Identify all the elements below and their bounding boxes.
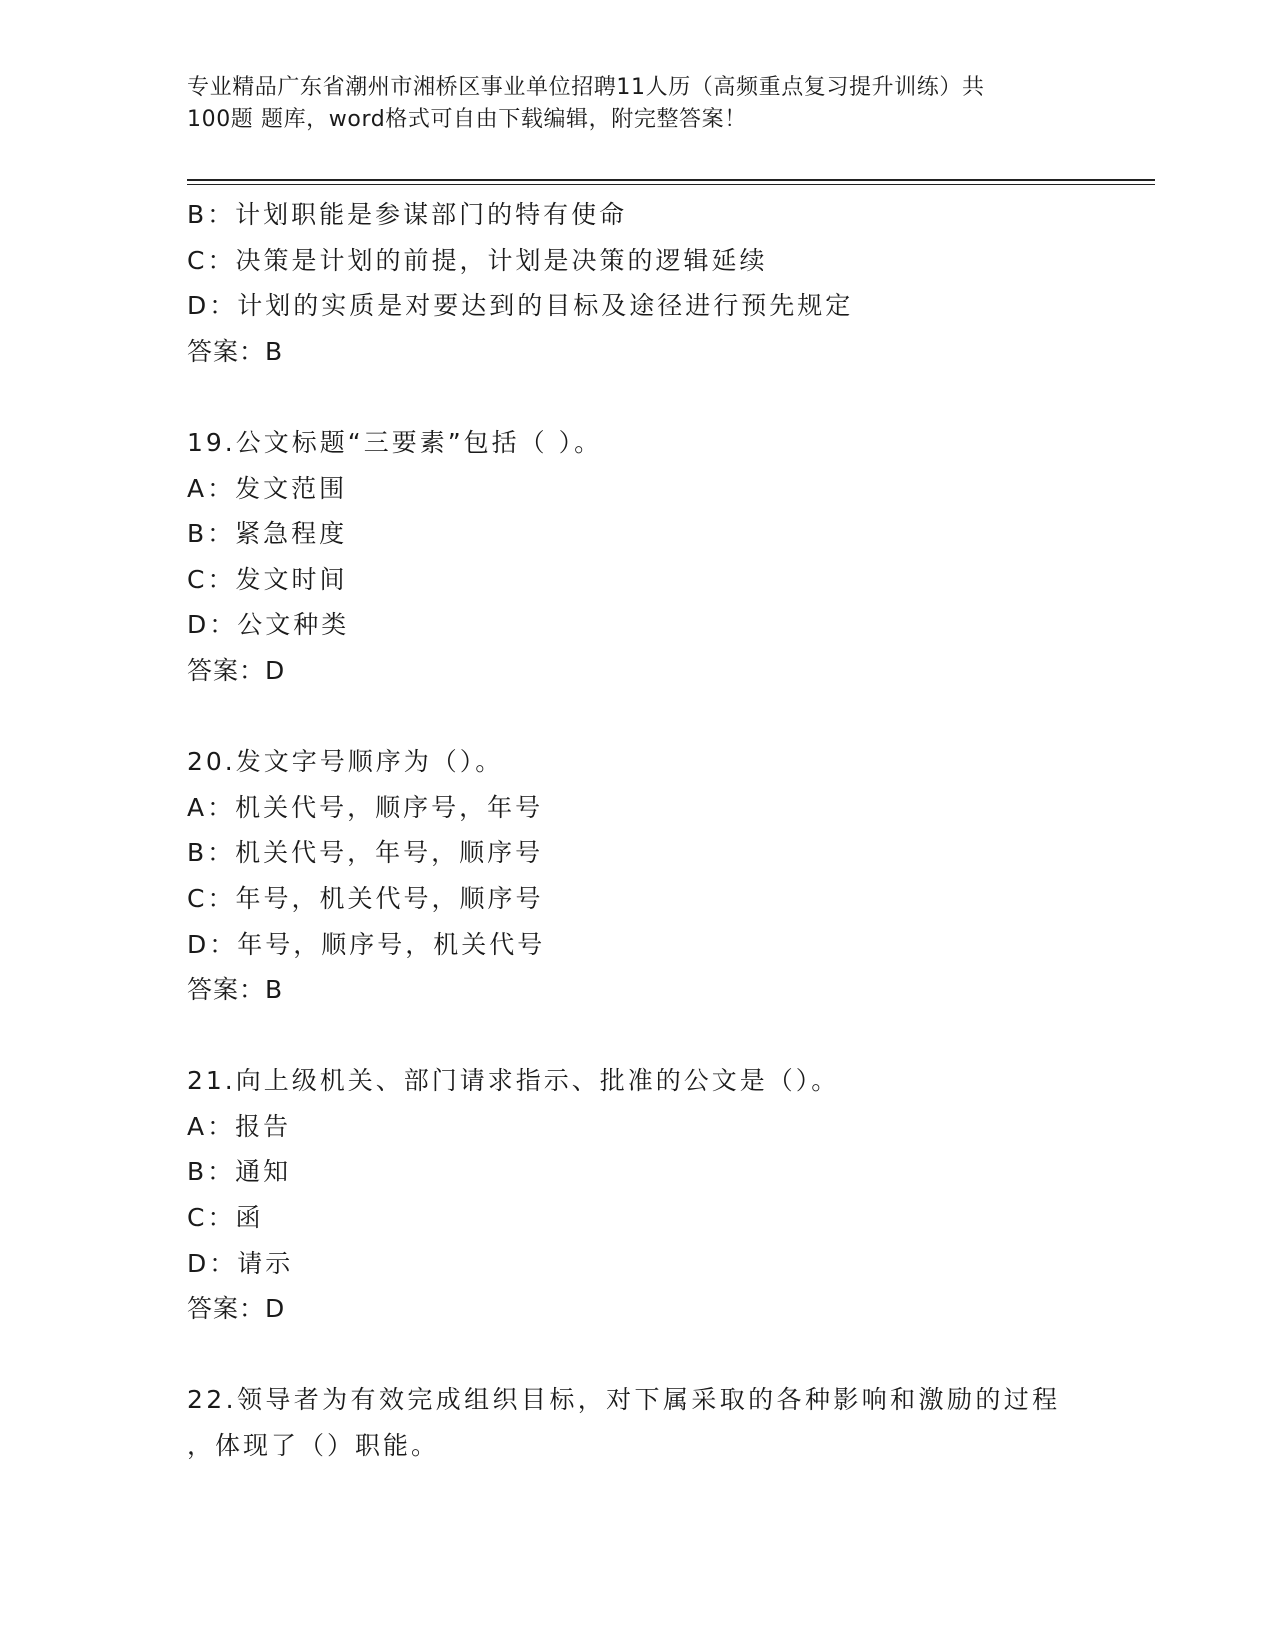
option-a: A：报告 [187,1111,292,1141]
document-header [187,72,1087,136]
question-text: 22.领导者为有效完成组织目标，对下属采取的各种影响和激励的过程 [187,1385,1061,1415]
answer-line: 答案：D [187,655,286,685]
answer-line: 答案：B [187,975,284,1005]
option-a: A：机关代号，顺序号，年号 [187,792,544,822]
option-d: D：计划的实质是对要达到的目标及途径进行预先规定 [187,291,854,321]
option-d: D：年号，顺序号，机关代号 [187,929,546,959]
question-text: 21.向上级机关、部门请求指示、批准的公文是（）。 [187,1066,840,1096]
spacer [187,1013,1087,1059]
spacer [187,374,1087,420]
answer-line: 答案：B [187,336,284,366]
question-19 [187,420,1087,694]
question-list [187,192,1087,1469]
option-c: C：发文时间 [187,564,348,594]
option-d: D：请示 [187,1248,294,1278]
option-d: D：公文种类 [187,610,350,640]
header-rule-thin [187,184,1155,185]
option-b: B：通知 [187,1157,292,1187]
question-text: 20.发文字号顺序为（）。 [187,747,504,777]
option-b: B：紧急程度 [187,519,348,549]
question-18-continued [187,192,1087,374]
question-text-continued: ，体现了（）职能。 [187,1431,440,1461]
header-rule-thick [187,179,1155,181]
spacer [187,694,1087,740]
question-20 [187,739,1087,1013]
option-c: C：年号，机关代号，顺序号 [187,883,544,913]
option-b: B：计划职能是参谋部门的特有使命 [187,200,628,229]
question-22 [187,1377,1087,1468]
option-b: B：机关代号，年号，顺序号 [187,838,544,868]
option-c: C：决策是计划的前提，计划是决策的逻辑延续 [187,245,768,275]
option-a: A：发文范围 [187,473,348,503]
question-21 [187,1058,1087,1332]
header-title-line-2: 100题 题库，word格式可自由下载编辑，附完整答案！ [187,107,747,132]
header-title-line-1: 专业精品广东省潮州市湘桥区事业单位招聘11人历（高频重点复习提升训练）共 [187,75,985,100]
question-text: 19.公文标题“三要素”包括（ ）。 [187,427,603,457]
spacer [187,1332,1087,1378]
option-c: C：函 [187,1203,264,1233]
answer-line: 答案：D [187,1294,286,1324]
